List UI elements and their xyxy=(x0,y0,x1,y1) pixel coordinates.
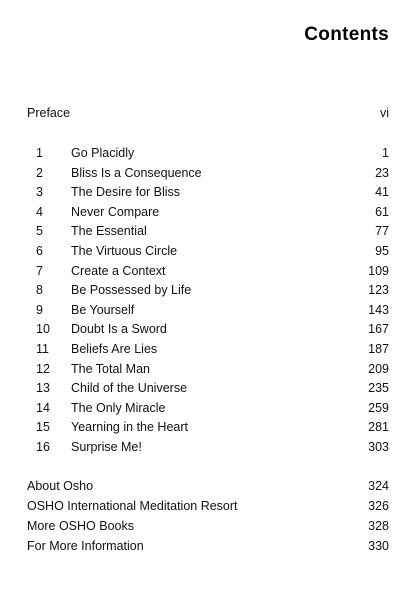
toc-entry-title: The Virtuous Circle xyxy=(71,244,178,258)
toc-page-number: 235 xyxy=(368,381,389,396)
toc-page-number: 1 xyxy=(382,146,389,160)
toc-chapter-row xyxy=(27,203,389,221)
toc-page-number: vi xyxy=(379,106,389,120)
toc-entry-title: Surprise Me! xyxy=(71,440,142,454)
toc-page-number: 209 xyxy=(368,361,389,376)
toc-chapter-row xyxy=(27,418,389,436)
toc-chapter-row xyxy=(27,242,389,260)
toc-page-number: 330 xyxy=(368,539,389,553)
toc-chapter-number: 6 xyxy=(36,244,43,258)
toc-entry-title: Create a Context xyxy=(71,263,166,278)
toc-chapter-row xyxy=(27,183,389,201)
toc-chapter-row xyxy=(27,144,389,162)
toc-page-number: 109 xyxy=(368,263,389,278)
toc-entry-title: Never Compare xyxy=(71,204,160,219)
toc-entry-title: Be Yourself xyxy=(71,302,135,317)
toc-chapter-row xyxy=(27,301,389,319)
toc-entry-title: Be Possessed by Life xyxy=(71,283,192,298)
toc-entry-title: Go Placidly xyxy=(71,146,135,160)
toc-entry-title: About Osho xyxy=(27,479,94,493)
toc-entry-title: The Desire for Bliss xyxy=(71,185,181,200)
toc-page-number: 61 xyxy=(375,204,389,219)
toc-chapter-row xyxy=(27,379,389,397)
toc-page-number: 324 xyxy=(368,479,389,493)
toc-chapter-number: 7 xyxy=(36,263,43,278)
toc-entry-title: The Total Man xyxy=(71,361,150,376)
toc-chapter-number: 11 xyxy=(36,342,49,356)
toc-back-matter-row xyxy=(27,517,389,535)
toc-chapter-number: 16 xyxy=(36,440,50,454)
toc-page-number: 187 xyxy=(368,342,389,356)
toc-entry-title: Yearning in the Heart xyxy=(71,420,188,435)
toc-entry-title: OSHO International Meditation Resort xyxy=(27,499,238,513)
toc-chapter-number: 14 xyxy=(36,400,50,415)
toc-preface xyxy=(27,104,389,122)
toc-chapter-row xyxy=(27,164,389,182)
toc-page-number: 326 xyxy=(368,499,389,513)
toc-entry-title: Preface xyxy=(27,106,71,120)
toc-page-number: 167 xyxy=(368,322,389,337)
toc-entry-title: The Only Miracle xyxy=(71,400,166,415)
toc-chapter-row xyxy=(27,320,389,338)
toc-page-number: 23 xyxy=(375,165,389,180)
toc-chapter-number: 5 xyxy=(36,224,43,239)
toc-back-matter-row xyxy=(27,537,389,555)
toc-chapter-row xyxy=(27,399,389,417)
toc-chapter-row xyxy=(27,222,389,240)
toc-entry-title: Bliss Is a Consequence xyxy=(71,165,202,180)
toc-back-matter-row xyxy=(27,497,389,515)
toc-page-number: 95 xyxy=(375,244,389,258)
toc-chapter-row xyxy=(27,340,389,358)
toc-page-number: 259 xyxy=(368,400,389,415)
toc-page-number: 328 xyxy=(368,519,389,533)
toc-chapter-number: 4 xyxy=(36,204,43,219)
toc-chapter-number: 15 xyxy=(36,420,50,435)
toc-entry-title: For More Information xyxy=(27,539,144,553)
toc-page-number: 123 xyxy=(368,283,389,298)
toc-chapter-number: 9 xyxy=(36,302,43,317)
toc-chapter-number: 3 xyxy=(36,185,43,200)
toc-entry-title: More OSHO Books xyxy=(27,519,134,533)
toc-page-number: 77 xyxy=(375,224,389,239)
toc-chapter-number: 13 xyxy=(36,381,50,396)
toc-chapter-number: 1 xyxy=(36,146,43,160)
toc-chapter-row xyxy=(27,262,389,280)
toc-entry-title: The Essential xyxy=(71,224,147,239)
toc-chapter-number: 10 xyxy=(36,322,50,337)
toc-chapter-number: 2 xyxy=(36,165,43,180)
toc-entry-title: Doubt Is a Sword xyxy=(71,322,167,337)
toc-page-number: 41 xyxy=(375,185,389,200)
toc-page-number: 303 xyxy=(368,440,389,454)
toc-chapter-row xyxy=(27,281,389,299)
toc-chapter-number: 8 xyxy=(36,283,43,298)
toc-chapter-row xyxy=(27,438,389,456)
toc-page-number: 143 xyxy=(368,302,389,317)
toc-back-matter-row xyxy=(27,477,389,495)
toc-chapter-number: 12 xyxy=(36,361,50,376)
toc-chapter-row xyxy=(27,360,389,378)
toc-entry-title: Beliefs Are Lies xyxy=(71,342,158,356)
toc-entry-title: Child of the Universe xyxy=(71,381,188,396)
page-title: Contents xyxy=(304,24,389,45)
toc-page-number: 281 xyxy=(368,420,389,435)
